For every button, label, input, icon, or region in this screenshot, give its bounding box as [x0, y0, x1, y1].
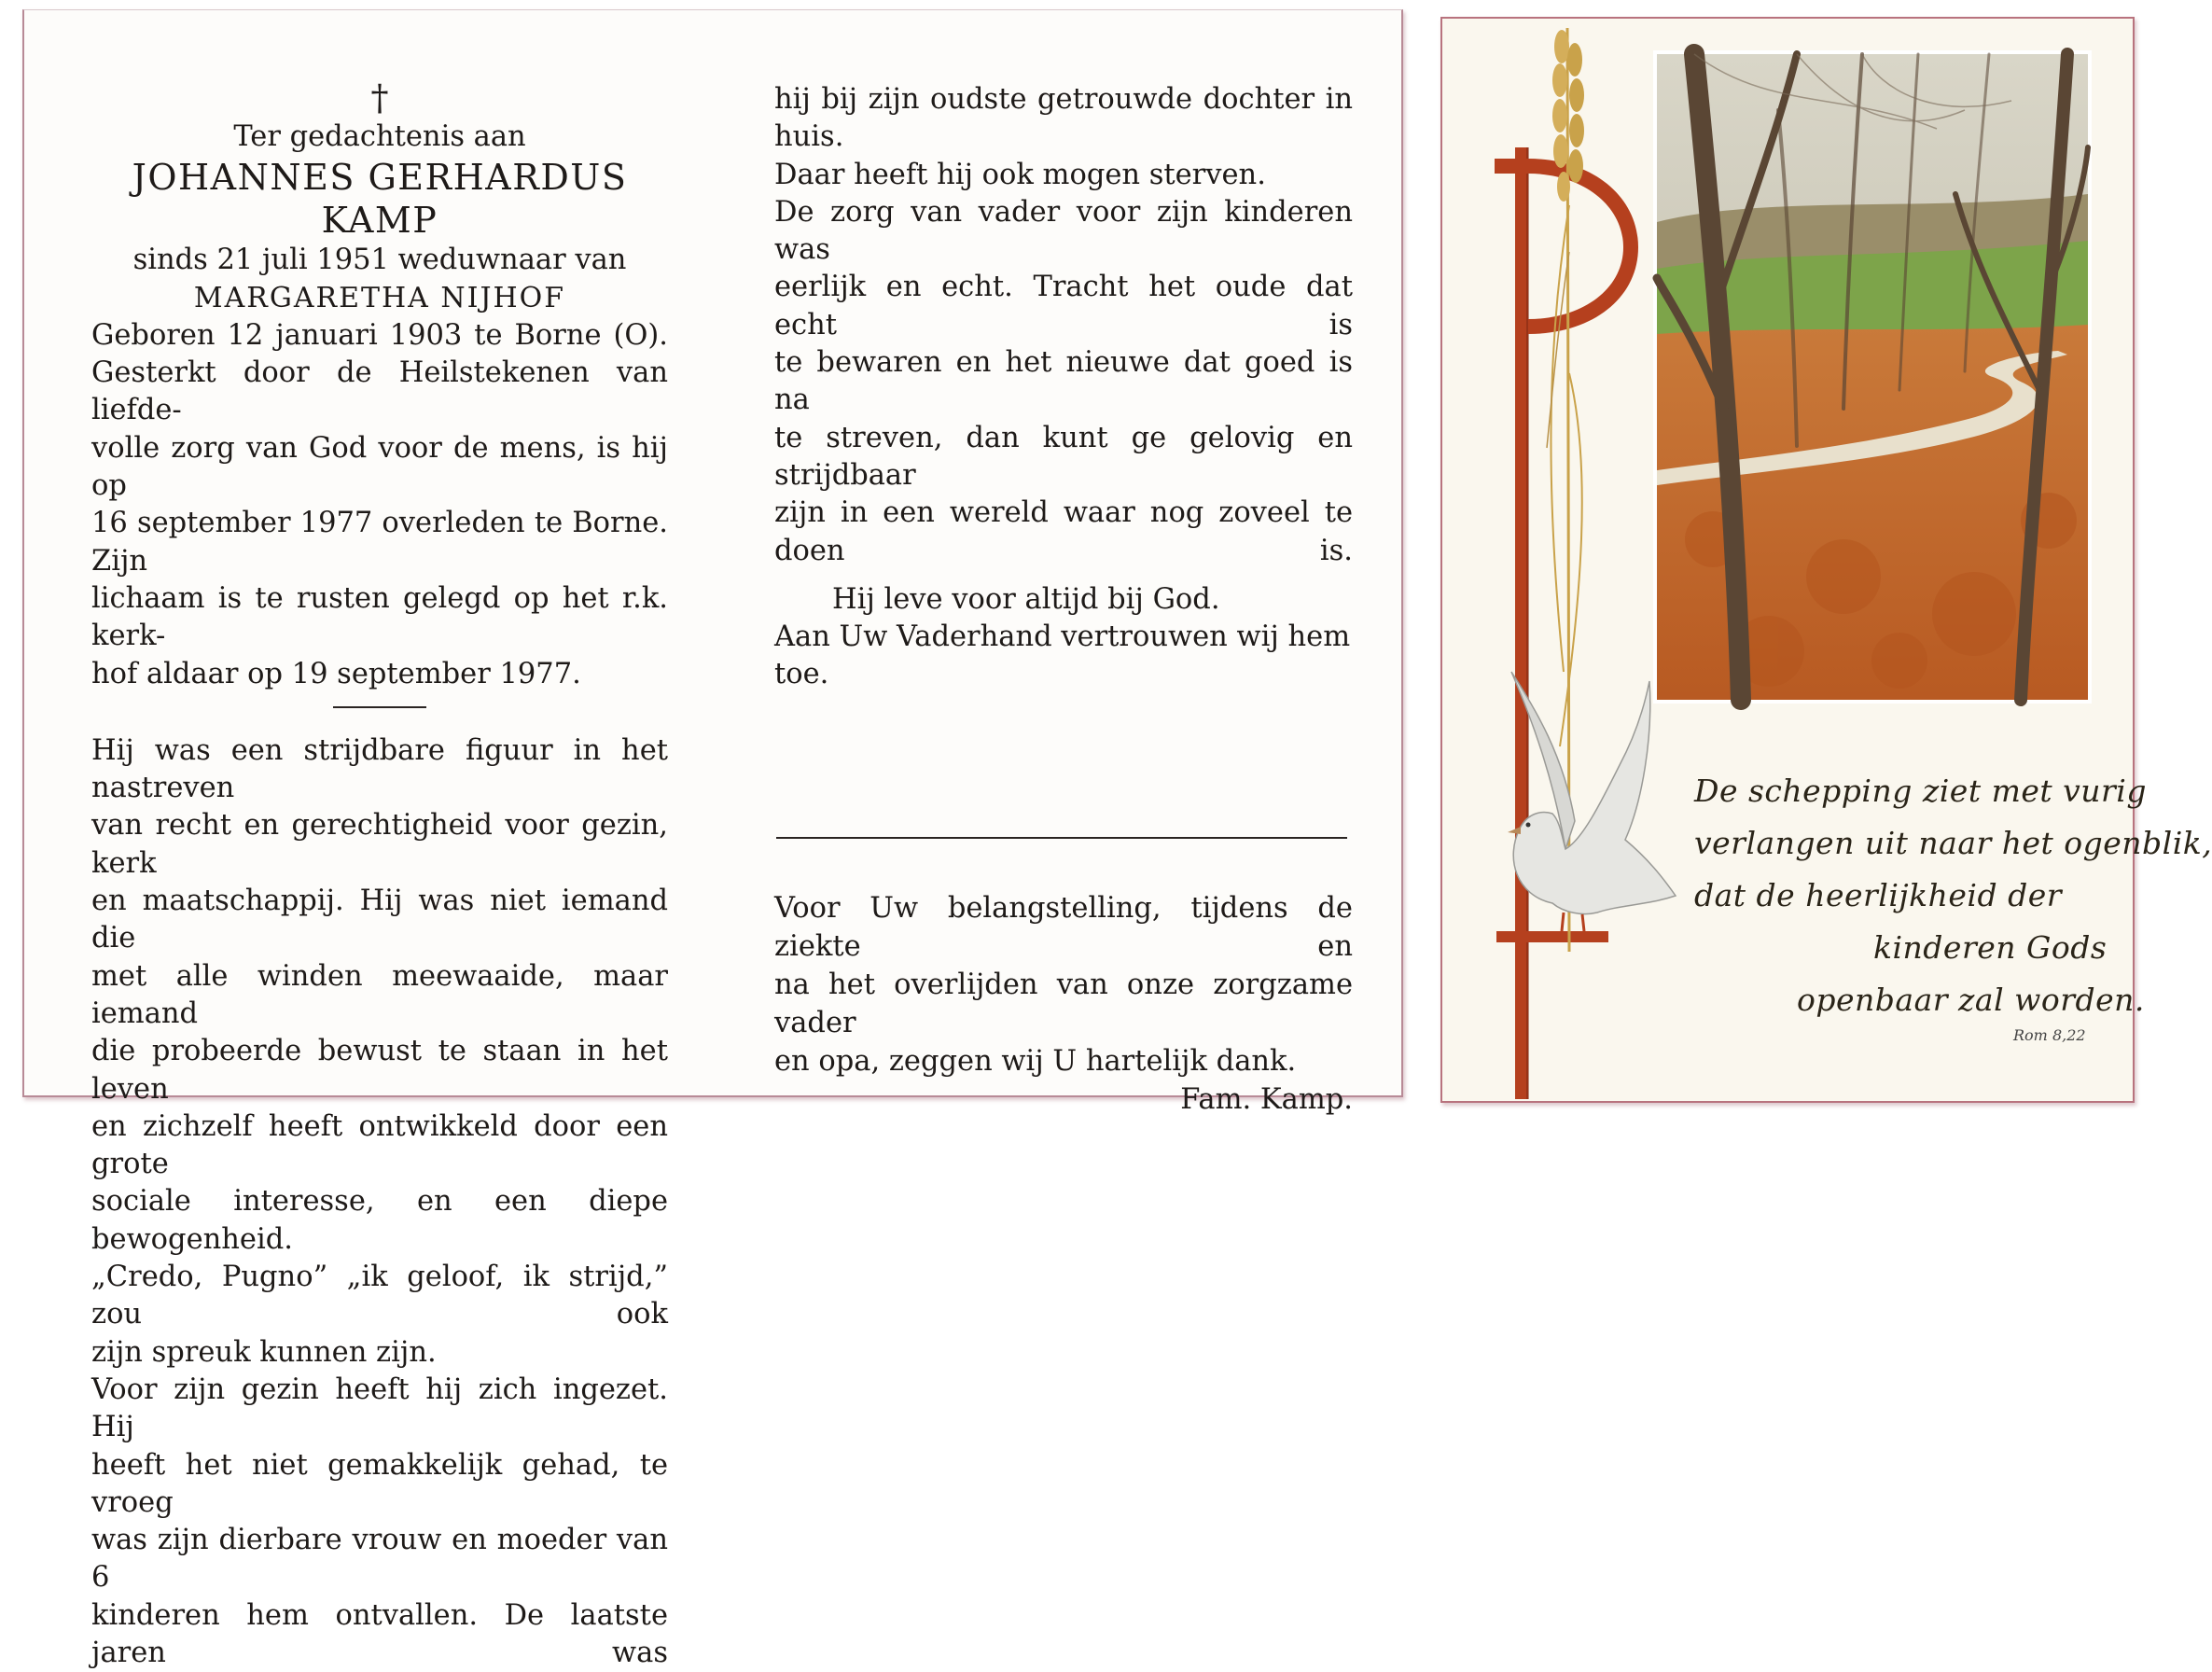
thanks-divider	[776, 837, 1347, 839]
paragraph-line: met alle winden meewaaide, maar iemand	[91, 959, 668, 1030]
paragraph-line: en maatschappij. Hij was niet iemand die	[91, 885, 668, 955]
paragraph-line: die probeerde bewust te staan in het leven	[91, 1035, 668, 1106]
widower-line: sinds 21 juli 1951 weduwnaar van	[132, 244, 627, 277]
paragraph-line: hij bij zijn oudste getrouwde dochter in huis.	[774, 83, 1353, 154]
right-text-column	[774, 81, 1353, 694]
inner-card	[22, 9, 1403, 1669]
family-signature: Fam. Kamp.	[1180, 1083, 1353, 1116]
verse-line: openbaar zal worden.	[1797, 982, 2145, 1018]
bio-line: Gesterkt door de Heilstekenen van liefde-	[91, 356, 668, 427]
bio-line: 16 september 1977 overleden te Borne. Zijn	[91, 507, 668, 578]
paragraph-line: zijn in een wereld waar nog zoveel te doen is.	[774, 496, 1353, 567]
chi-rho-staff	[1515, 147, 1528, 1099]
verse-line: verlangen uit naar het ogenblik,	[1694, 825, 2212, 861]
scripture-verse	[1694, 765, 2212, 1026]
paragraph-line: Hij was een strijdbare figuur in het nastreven	[91, 733, 668, 805]
paragraph-line: heeft het niet gemakkelijk gehad, te vroeg	[91, 1448, 668, 1519]
verse-line: dat de heerlijkheid der	[1694, 877, 2062, 913]
dove-icon	[1508, 672, 1676, 931]
bio-line: volle zorg van God voor de mens, is hij op	[91, 431, 668, 503]
paragraph-line: Voor zijn gezin heeft hij zich ingezet. Hij	[91, 1372, 668, 1444]
deceased-name: JOHANNES GERHARDUS KAMP	[132, 157, 628, 242]
paragraph-line: kinderen hem ontvallen. De laatste jaren was	[91, 1598, 668, 1669]
thanks-block	[774, 889, 1353, 1119]
paragraph-line: eerlijk en echt. Tracht het oude dat echt is	[774, 271, 1353, 341]
section-divider	[333, 706, 426, 708]
spouse-name: MARGARETHA NIJHOF	[193, 281, 566, 314]
paragraph-line: sociale interesse, en een diepe bewogenheid.	[91, 1185, 668, 1256]
left-text-column	[91, 77, 668, 1672]
bio-line: hof aldaar op 19 september 1977.	[91, 657, 581, 690]
paragraph-line: zijn spreuk kunnen zijn.	[91, 1335, 437, 1369]
thanks-line: Voor Uw belangstelling, tijdens de ziekte en	[774, 892, 1353, 963]
autumn-forest-scene	[1657, 54, 2088, 700]
paragraph-line: te bewaren en het nieuwe dat goed is na	[774, 346, 1353, 417]
verse-reference: Rom 8,22	[2013, 1026, 2086, 1044]
verse-line: De schepping ziet met vurig	[1694, 773, 2147, 809]
autumn-forest-photo	[1653, 50, 2092, 704]
cross-symbol: †	[370, 77, 389, 118]
prayer-line: Hij leve voor altijd bij God.	[832, 582, 1220, 616]
paragraph-line: Daar heeft hij ook mogen sterven.	[774, 158, 1266, 191]
paragraph-line: was zijn dierbare vrouw en moeder van 6	[91, 1524, 668, 1595]
prayer-line: Aan Uw Vaderhand vertrouwen wij hem toe.	[774, 620, 1351, 691]
paragraph-line: van recht en gerechtigheid voor gezin, kerk	[91, 809, 668, 880]
bio-line: lichaam is te rusten gelegd op het r.k. kerk-	[91, 581, 668, 653]
front-card	[1440, 17, 2212, 1103]
thanks-line: na het overlijden van onze zorgzame vader	[774, 968, 1353, 1039]
paragraph-line: te streven, dan kunt ge gelovig en strijdbaar	[774, 421, 1353, 492]
chi-rho-bar	[1496, 931, 1608, 942]
thanks-line: en opa, zeggen wij U hartelijk dank.	[774, 1045, 1297, 1078]
paragraph-line: De zorg van vader voor zijn kinderen was	[774, 195, 1353, 267]
intro-line: Ter gedachtenis aan	[233, 120, 526, 153]
verse-line: kinderen Gods	[1873, 929, 2108, 966]
bio-line: Geboren 12 januari 1903 te Borne (O).	[91, 318, 668, 352]
paragraph-line: en zichzelf heeft ontwikkeld door een grote	[91, 1109, 668, 1181]
paragraph-line: „Credo, Pugno” „ik geloof, ik strijd,” zou ook	[91, 1261, 668, 1331]
